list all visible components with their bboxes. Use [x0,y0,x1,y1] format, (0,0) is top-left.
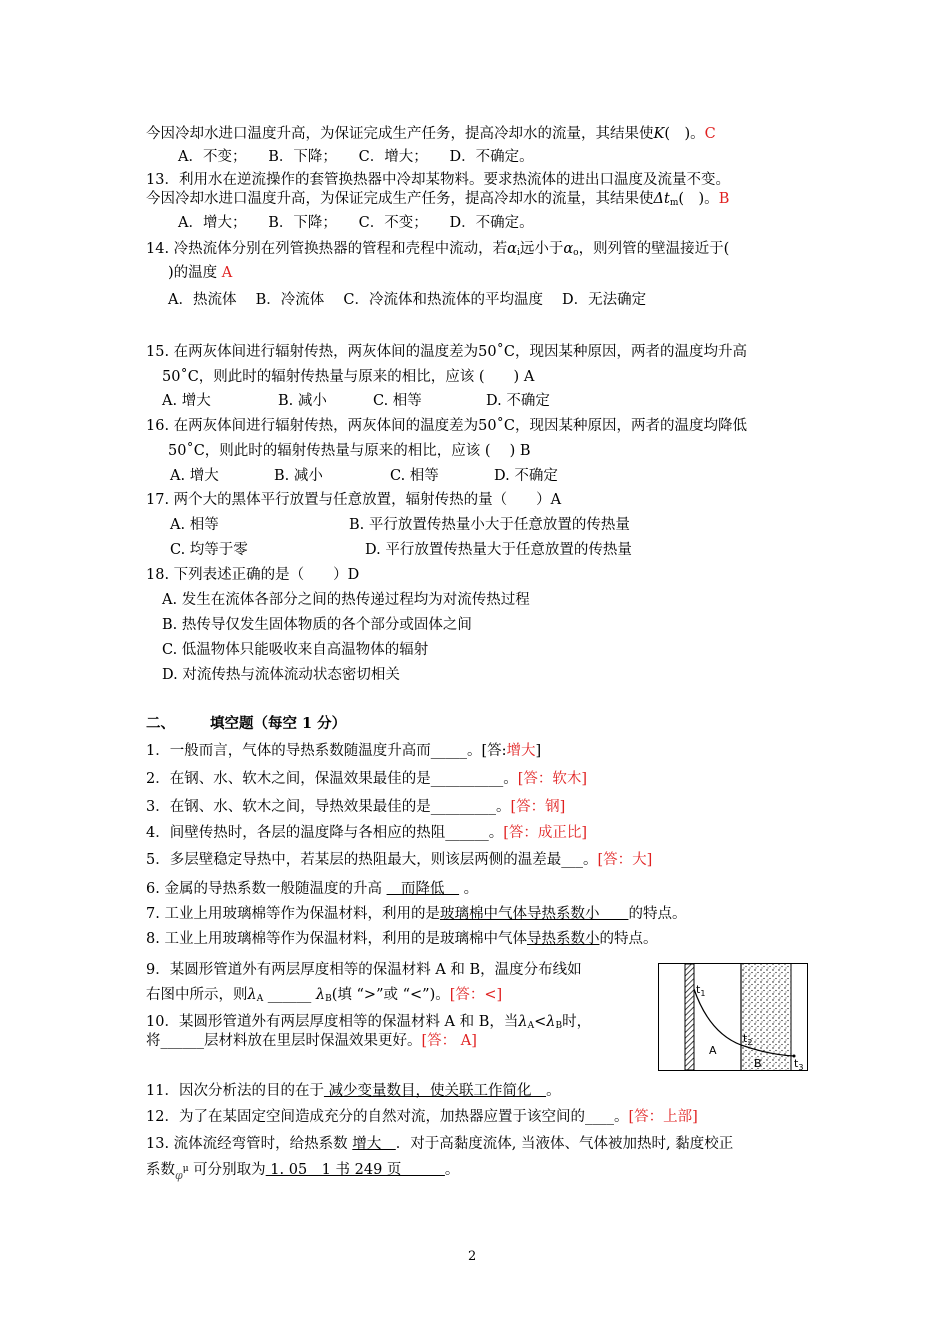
fill-1-blank: _____ [430,743,467,759]
fill-2 [146,772,587,787]
layer-a-label: A [709,1044,717,1057]
t2-label: $t_2$ [743,1032,753,1047]
q16-line1: 16. 在两灰体间进行辐射传热，两灰体间的温度差为50˚C，现因某种原因，两者的温度均降低 [146,418,747,434]
fill-9-post: (填 “>”或 “<”)。 [331,987,450,1003]
q17-line1: 17. 两个大的黑体平行放置与任意放置，辐射传热的量（ ）A [146,492,562,508]
fill-7-answer: 玻璃棉中气体导热系数小 [439,906,629,922]
q16-option-d: D. 不确定 [494,468,558,484]
fill-4-blank: ______ [445,825,489,841]
fill-4-answer: [答：成正比] [503,825,588,841]
fill-5-answer: [答：大] [597,852,653,868]
fill-9-line2 [146,988,502,1004]
temperature-distribution-figure [658,963,808,1071]
section-title: 填空题（每空 1 分） [210,715,347,732]
fill-10-less-than: < [534,1014,547,1030]
fill-6-answer: 而降低 [386,881,460,897]
q18-option-d: D. 对流传热与流体流动状态密切相关 [162,667,400,683]
fill-10-line2 [146,1034,477,1049]
fill-4 [146,826,587,841]
fill-13-mu: μ [182,1164,189,1174]
fill-13-line1 [146,1137,733,1152]
q17-option-c: C. 均等于零 [170,542,248,558]
fill-5-blank: ___ [561,852,583,868]
fill-9-line1: 9．某圆形管道外有两层厚度相等的保温材料 A 和 B，温度分布线如 [146,962,582,978]
layer-b-region [741,964,791,1070]
fill-6-text: 6. 金属的导热系数一般随温度的升高 [146,881,387,897]
q12-paren: ( )。 [664,126,705,142]
fill-8 [146,932,657,947]
q14-alpha-i: α [507,241,517,257]
fill-12-post: 。 [613,1109,629,1125]
fill-3-blank: _________ [430,799,496,815]
t3-label: $t_3$ [794,1057,804,1071]
fill-12-blank: ____ [584,1109,614,1125]
q12-symbol: K [653,126,665,142]
fill-9-text: 右图中所示，则 [146,987,248,1003]
fill-3-answer: [答：钢] [510,799,566,815]
q18-line1: 18. 下列表述正确的是（ ）D [146,567,360,583]
fill-10-post: 时， [562,1014,592,1030]
fill-1-end: ] [535,743,542,759]
q12-text: 今因冷却水进口温度升高，为保证完成生产任务，提高冷却水的流量，其结果使 [146,126,654,142]
fill-10-lambda-b-sub: B [555,1021,563,1031]
layer-b-label: B [754,1057,762,1070]
fill-2-text: 2．在钢、水、软木之间，保温效果最佳的是 [146,771,431,787]
fill-3-text: 3．在钢、水、软木之间，导热效果最佳的是 [146,799,431,815]
q13-symbol: Δt [653,191,670,207]
q14-alpha-o-sub: o [573,248,579,258]
fill-1-post: 。[答: [466,743,507,759]
q13-answer: B [718,191,730,207]
q13-options: A．增大； B．下降； C．不变； D．不确定。 [178,215,534,231]
q18-option-a: A. 发生在流体各部分之间的热传递过程均为对流传热过程 [162,592,530,608]
q13-line2 [146,192,729,208]
q13-symbol-sub: m [669,198,679,208]
fill-9-lambda-b-sub: B [325,994,332,1004]
fill-7-text: 7. 工业上用玻璃棉等作为保温材料，利用的是 [146,906,440,922]
fill-10-lambda-a-sub: A [527,1021,535,1031]
fill-1-answer: 增大 [506,743,536,759]
fill-8-post: 的特点。 [599,931,658,947]
q12-answer: C [704,126,716,142]
q14-mid: 远小于 [519,241,564,257]
fill-10-answer: [答： A] [421,1033,477,1049]
fill-13-text: 13. 流体流经弯管时，给热系数 [146,1136,353,1152]
q18-option-c: C. 低温物体只能吸收来自高温物体的辐射 [162,642,429,658]
q15-option-d: D. 不确定 [486,393,550,409]
fill-7 [146,907,686,922]
fill-10-lambda-b: λ [546,1014,556,1030]
fill-12-text: 12．为了在某固定空间造成充分的自然对流，加热器应置于该空间的 [146,1109,585,1125]
q14-line2-text: )的温度 [168,265,218,281]
fill-5-text: 5．多层壁稳定导热中，若某层的热阻最大，则该层两侧的温差最 [146,852,562,868]
q15-option-c: C. 相等 [373,393,422,409]
fill-9-answer: [答：<] [449,987,503,1003]
fill-9-lambda-a: λ [247,987,257,1003]
fill-11-post: 。 [546,1083,561,1099]
fill-12 [146,1110,698,1125]
fill-13-answer-2: 1. 05 1 书 249 页 [265,1162,445,1178]
q14-line2 [168,266,232,281]
q14-post: ，则列管的壁温接近于( [578,241,730,257]
fill-8-answer: 导热系数小 [526,931,600,947]
q17-option-a: A. 相等 [170,517,219,533]
fill-13-phi: φ [175,1169,183,1182]
fill-10-lambda-a: λ [518,1014,528,1030]
q16-line2: 50˚C，则此时的辐射传热量与原来的相比，应该 ( ) B [168,443,531,459]
q13-text: 今因冷却水进口温度升高，为保证完成生产任务，提高冷却水的流量，其结果使 [146,191,654,207]
fill-13-answer-1: 增大 [352,1136,396,1152]
q17-option-b: B. 平行放置传热量小大于任意放置的传热量 [349,517,630,533]
q15-option-a: A. 增大 [162,393,211,409]
fill-11-text: 11．因次分析法的目的在于 [146,1083,324,1099]
q17-option-d: D. 平行放置传热量大于任意放置的传热量 [365,542,632,558]
fill-10-blank: ______ [160,1033,204,1049]
fill-2-answer: [答：软木] [517,771,588,787]
fill-9-lambda-a-sub: A [256,994,264,1004]
fill-1 [146,744,541,759]
fill-4-post: 。 [488,825,504,841]
fill-6-post: 。 [459,881,479,897]
q13-paren: ( )。 [678,191,719,207]
fill-5 [146,853,652,868]
page-number: 2 [468,1249,477,1264]
fill-11-answer: 减少变量数目，使关联工作简化 [323,1083,547,1099]
q14-answer: A [221,265,233,281]
fill-9-lambda-b: λ [315,987,326,1003]
q15-line1: 15. 在两灰体间进行辐射传热，两灰体间的温度差为50˚C，现因某种原因，两者的温度均升高 [146,344,747,360]
fill-10-line1 [146,1015,591,1031]
q12-options: A．不变； B．下降； C．增大； D．不确定。 [178,149,534,165]
q18-option-b: B. 热传导仅发生固体物质的各个部分或固体之间 [162,617,472,633]
fill-7-post: 的特点。 [628,906,687,922]
q12-continuation [146,127,716,142]
q16-option-b: B. 减小 [274,468,323,484]
q15-option-b: B. 减小 [278,393,327,409]
fill-8-text: 8. 工业上用玻璃棉等作为保温材料，利用的是玻璃棉中气体 [146,931,527,947]
fill-2-blank: __________ [430,771,504,787]
fill-13-line2 [146,1163,459,1181]
fill-10-text: 10．某圆形管道外有两层厚度相等的保温材料 A 和 B，当 [146,1014,519,1030]
q14-alpha-o: α [563,241,574,257]
q14-alpha-i-sub: i [516,248,520,258]
q14-pre: 14. 冷热流体分别在列管换热器的管程和壳程中流动，若 [146,241,508,257]
fill-1-text: 1．一般而言，气体的导热系数随温度升高而 [146,743,431,759]
q14-options: A．热流体 B．冷流体 C．冷流体和热流体的平均温度 D．无法确定 [168,292,647,308]
fill-5-post: 。 [582,852,598,868]
fill-13-end: 。 [444,1162,460,1178]
fill-9-blank: ______ [263,987,316,1003]
t1-label: $t_1$ [696,983,706,998]
fill-3 [146,800,565,815]
q13-line1: 13．利用水在逆流操作的套管换热器中冷却某物料。要求热流体的进出口温度及流量不变。 [146,172,730,188]
q15-line2: 50˚C，则此时的辐射传热量与原来的相比，应该 ( ) A [162,369,535,385]
q14-line1 [146,242,729,258]
fill-11 [146,1084,561,1099]
fill-13-mid: 可分别取为 [188,1162,266,1178]
fill-12-answer: [答：上部] [628,1109,698,1125]
fill-13-post: ．对于高黏度流体, 当液体、气体被加热时, 黏度校正 [395,1136,734,1152]
fill-4-text: 4．间壁传热时，各层的温度降与各相应的热阻 [146,825,446,841]
fill-10-line2-text: 层材料放在里层时保温效果更好。 [204,1033,422,1049]
section-number: 二、 [146,715,175,732]
q16-option-c: C. 相等 [390,468,439,484]
fill-13-line2-pre: 系数 [146,1162,175,1178]
fill-3-post: 。 [495,799,511,815]
pipe-wall [685,964,694,1070]
fill-2-post: 。 [503,771,518,787]
q16-option-a: A. 增大 [170,468,219,484]
fill-10-line2-pre: 将 [146,1033,161,1049]
fill-6 [146,882,478,897]
